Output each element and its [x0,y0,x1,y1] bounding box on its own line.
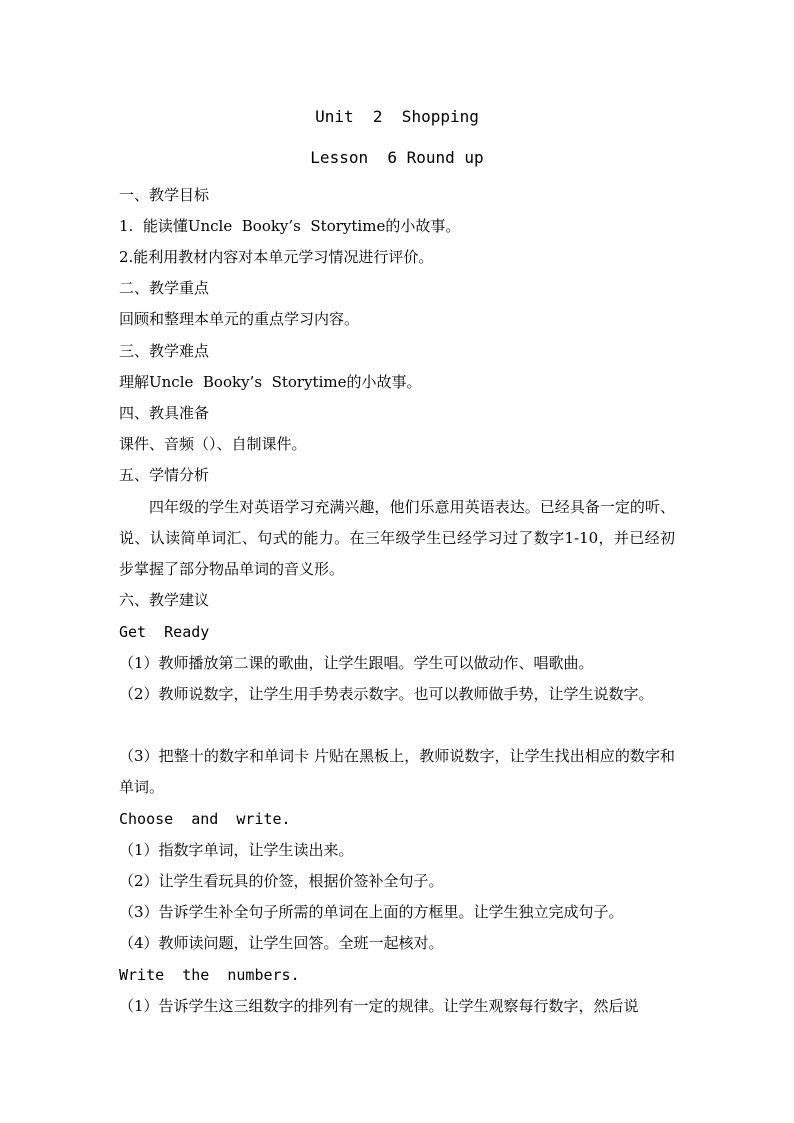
section-heading-objectives: 一、教学目标 [119,186,210,204]
write-numbers-step-1: （1）告诉学生这三组数字的排列有一定的规律。让学生观察每行数字，然后说 [119,997,639,1015]
choose-write-step-3: （3）告诉学生补全句子所需的单词在上面的方框里。让学生独立完成句子。 [119,903,624,921]
get-ready-step-2: （2）教师说数字，让学生用手势表示数字。也可以教师做手势，让学生说数字。 [119,685,654,703]
section-heading-difficulties: 三、教学难点 [119,342,210,360]
section-heading-analysis: 五、学情分析 [119,466,210,484]
get-ready-step-3: （3）把整十的数字和单词卡 片贴在黑板上，教师说数字，让学生找出相应的数字和单词。 [119,747,675,796]
key-points-text: 回顾和整理本单元的重点学习内容。 [119,310,360,328]
section-heading-materials: 四、教具准备 [119,404,210,422]
document-subtitle: Lesson 6 Round up [310,148,484,167]
get-ready-heading: Get Ready [119,623,210,641]
choose-write-heading: Choose and write. [119,810,291,828]
objective-1: 1. 能读懂Uncle Booky’s Storytime的小故事。 [119,217,461,235]
write-numbers-heading: Write the numbers. [119,966,300,984]
analysis-paragraph: 四年级的学生对英语学习充满兴趣，他们乐意用英语表达。已经具备一定的听、说、认读简单词汇、句式的能力。在三年级学生已经学习过了数字1-10，并已经初步掌握了部分物品单词的音义形。 [119,498,675,578]
section-heading-key-points: 二、教学重点 [119,279,210,297]
section-heading-suggestions: 六、教学建议 [119,591,210,609]
choose-write-step-1: （1）指数字单词，让学生读出来。 [119,841,354,859]
materials-text: 课件、音频（）、自制课件。 [119,435,307,453]
document-title: Unit 2 Shopping [315,107,479,126]
objective-2: 2.能利用教材内容对本单元学习情况进行评价。 [119,248,434,266]
choose-write-step-4: （4）教师读问题，让学生回答。全班一起核对。 [119,934,444,952]
get-ready-step-1: （1）教师播放第二课的歌曲，让学生跟唱。学生可以做动作、唱歌曲。 [119,654,594,672]
choose-write-step-2: （2）让学生看玩具的价签，根据价签补全句子。 [119,872,444,890]
difficulties-text: 理解Uncle Booky’s Storytime的小故事。 [119,373,422,391]
